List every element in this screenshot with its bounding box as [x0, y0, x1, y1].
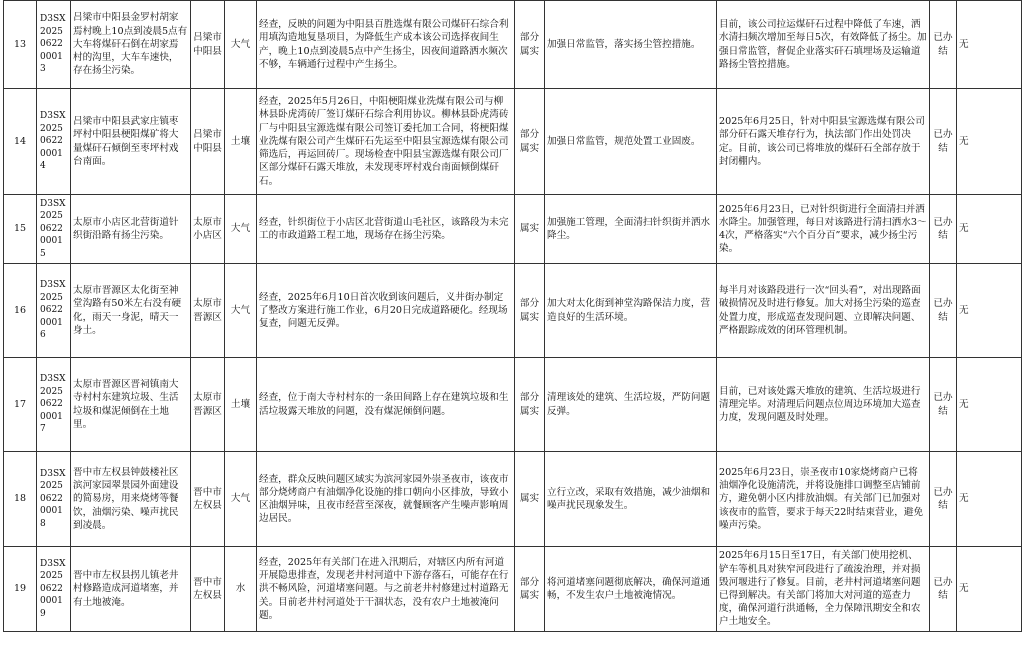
investigation-finding: 经查，群众反映问题区域实为滨河家园外崇圣夜市，该夜市部分烧烤商户有油烟净化设施的排口朝向小区排放，导致小区油烟异味，且夜市经营至深夜，就餐顾客产生噪声影响周边居民。: [257, 452, 515, 547]
table-row: [4, 89, 1022, 195]
row-index: 19: [4, 547, 37, 632]
case-code: D3SX2025062200016: [37, 264, 71, 358]
verification-result: 属实: [515, 195, 545, 264]
row-index: 13: [4, 1, 37, 89]
verification-result: 部分属实: [515, 89, 545, 195]
handling-measure: 加强日常监管，规范处置工业固废。: [545, 89, 717, 195]
handling-measure: 加强日常监管，落实扬尘管控措施。: [545, 1, 717, 89]
case-status: 已办结: [930, 195, 957, 264]
row-index: 17: [4, 358, 37, 452]
pollution-type: 大气: [225, 452, 257, 547]
pollution-type: 大气: [225, 195, 257, 264]
remark: 无: [957, 452, 1022, 547]
handling-measure: 将河道堵塞问题彻底解决，确保河道通畅，不发生农户土地被淹情况。: [545, 547, 717, 632]
complaint-content: 吕梁市中阳县金罗村胡家焉村晚上10点到凌晨5点有大车将煤矸石倒在胡家焉村的沟里，大车车速快，存在扬尘污染。: [71, 1, 191, 89]
administrative-area: 太原市小店区: [191, 195, 225, 264]
table-row: [4, 264, 1022, 358]
complaint-content: 太原市晋源区太化街至神堂沟路有50米左右没有硬化，雨天一身泥，晴天一身土。: [71, 264, 191, 358]
table-row: [4, 452, 1022, 547]
verification-result: 属实: [515, 452, 545, 547]
administrative-area: 晋中市左权县: [191, 547, 225, 632]
case-status: 已办结: [930, 1, 957, 89]
pollution-type: 大气: [225, 264, 257, 358]
investigation-finding: 经查，反映的问题为中阳县百胜选煤有限公司煤矸石综合利用填沟造地复垦项目，为降低生产成本该公司选择夜间生产，晚上10点到凌晨5点中产生扬尘，因夜间道路洒水频次不够，车辆通行过程中产生扬尘。: [257, 1, 515, 89]
investigation-finding: 经查，2025年5月26日，中阳梗阳煤业洗煤有限公司与柳林县卧虎湾砖厂签订煤矸石综合利用协议。柳林县卧虎湾砖厂与中阳县宝源选煤有限公司签订委托加工合同，将梗阳煤业洗煤有限公司产生煤矸石先运至中阳县宝源选煤有限公司筛选后，再运回砖厂。现场检查中阳县宝源选煤有限公司厂区部分煤矸石露天堆放，未发现枣坪村戏台南面倾倒煤矸石。: [257, 89, 515, 195]
handling-measure: 加大对太化街到神堂沟路保洁力度，营造良好的生活环境。: [545, 264, 717, 358]
rectification-progress: 2025年6月15日至17日，有关部门使用挖机、铲车等机具对狭窄河段进行了疏浚治理，并对损毁河堰进行了修复。目前，老井村河道堵塞问题已得到解决。有关部门将加大对河道的巡查力度，确保河道行洪通畅，全力保障汛期安全和农户土地安全。: [717, 547, 930, 632]
pollution-type: 土壤: [225, 89, 257, 195]
complaint-content: 太原市小店区北营街道针织街沿路有扬尘污染。: [71, 195, 191, 264]
verification-result: 部分属实: [515, 264, 545, 358]
row-index: 15: [4, 195, 37, 264]
complaint-content: 太原市晋源区晋祠镇南大寺村村东建筑垃圾、生活垃圾和煤泥倾倒在土地里。: [71, 358, 191, 452]
administrative-area: 太原市晋源区: [191, 264, 225, 358]
row-index: 14: [4, 89, 37, 195]
pollution-type: 土壤: [225, 358, 257, 452]
table-row: [4, 1, 1022, 89]
handling-measure: 加强施工管理，全面清扫针织街并洒水降尘。: [545, 195, 717, 264]
case-status: 已办结: [930, 452, 957, 547]
case-code: D3SX2025062200013: [37, 1, 71, 89]
case-code: D3SX2025062200019: [37, 547, 71, 632]
handling-measure: 清理该处的建筑、生活垃圾，严防问题反弹。: [545, 358, 717, 452]
administrative-area: 吕梁市中阳县: [191, 89, 225, 195]
rectification-progress: 每半月对该路段进行一次“回头看”，对出现路面破损情况及时进行修复。加大对扬尘污染的巡查处置力度，形成巡查发现问题、立即解决问题、严格跟踪成效的闭环管理机制。: [717, 264, 930, 358]
complaint-table: [3, 0, 1022, 632]
administrative-area: 晋中市左权县: [191, 452, 225, 547]
remark: 无: [957, 195, 1022, 264]
verification-result: 部分属实: [515, 547, 545, 632]
investigation-finding: 经查，2025年6月10日首次收到该问题后，义井街办制定了整改方案进行施工作业，6月20日完成道路硬化。经现场复查，问题无反弹。: [257, 264, 515, 358]
remark: 无: [957, 1, 1022, 89]
case-code: D3SX2025062200015: [37, 195, 71, 264]
complaint-content: 吕梁市中阳县武家庄镇枣坪村中阳县梗阳煤矿将大量煤矸石倾倒至枣坪村戏台南面。: [71, 89, 191, 195]
administrative-area: 吕梁市中阳县: [191, 1, 225, 89]
rectification-progress: 目前，该公司拉运煤矸石过程中降低了车速，洒水清扫频次增加至每日5次，有效降低了扬尘。加强日常监管，督促企业落实矸石填埋场及运输道路扬尘管控措施。: [717, 1, 930, 89]
row-index: 16: [4, 264, 37, 358]
investigation-finding: 经查，位于南大寺村村东的一条田间路上存在建筑垃圾和生活垃圾露天堆放的问题，没有煤泥倾倒问题。: [257, 358, 515, 452]
rectification-progress: 2025年6月23日，崇圣夜市10家烧烤商户已将油烟净化设施清洗，并将设施排口调整至店铺前方，避免朝小区内排放油烟。有关部门已加强对该夜市的监管，要求于每天22时结束营业，避免噪声污染。: [717, 452, 930, 547]
case-status: 已办结: [930, 264, 957, 358]
handling-measure: 立行立改，采取有效措施，减少油烟和噪声扰民现象发生。: [545, 452, 717, 547]
complaint-content: 晋中市左权县拐儿镇老井村修路造成河道堵塞，并有土地被淹。: [71, 547, 191, 632]
rectification-progress: 目前，已对该处露天堆放的建筑、生活垃圾进行清理完毕。对清理后问题点位周边环境加大巡查力度，发现问题及时处理。: [717, 358, 930, 452]
complaint-content: 晋中市左权县钟鼓楼社区滨河家园翠景园外面建设的简易房，用来烧烤等餐饮，油烟污染、噪声扰民到凌晨。: [71, 452, 191, 547]
table-row: [4, 358, 1022, 452]
rectification-progress: 2025年6月23日，已对针织街进行全面清扫并洒水降尘。加强管理，每日对该路进行清扫洒水3～4次，严格落实“六个百分百”要求，减少扬尘污染。: [717, 195, 930, 264]
administrative-area: 太原市晋源区: [191, 358, 225, 452]
case-code: D3SX2025062200014: [37, 89, 71, 195]
verification-result: 部分属实: [515, 1, 545, 89]
verification-result: 部分属实: [515, 358, 545, 452]
table-row: [4, 195, 1022, 264]
case-status: 已办结: [930, 358, 957, 452]
investigation-finding: 经查，针织街位于小店区北营街道山毛社区，该路段为未完工的市政道路工程工地，现场存在扬尘污染。: [257, 195, 515, 264]
remark: 无: [957, 547, 1022, 632]
row-index: 18: [4, 452, 37, 547]
rectification-progress: 2025年6月25日，针对中阳县宝源选煤有限公司部分矸石露天堆存行为，执法部门作出处罚决定。目前，该公司已将堆放的煤矸石全部存放于封闭棚内。: [717, 89, 930, 195]
pollution-type: 水: [225, 547, 257, 632]
investigation-finding: 经查，2025年有关部门在进入汛期后，对辖区内所有河道开展隐患排查，发现老井村河道中下游存落石，可能存在行洪不畅风险，河道堵塞问题。与之前老井村修建过村道路无关。目前老井村河道处于干涸状态，没有农户土地被淹问题。: [257, 547, 515, 632]
remark: 无: [957, 264, 1022, 358]
case-code: D3SX2025062200017: [37, 358, 71, 452]
remark: 无: [957, 89, 1022, 195]
case-status: 已办结: [930, 547, 957, 632]
table-row: [4, 547, 1022, 632]
remark: 无: [957, 358, 1022, 452]
pollution-type: 大气: [225, 1, 257, 89]
case-code: D3SX2025062200018: [37, 452, 71, 547]
case-status: 已办结: [930, 89, 957, 195]
